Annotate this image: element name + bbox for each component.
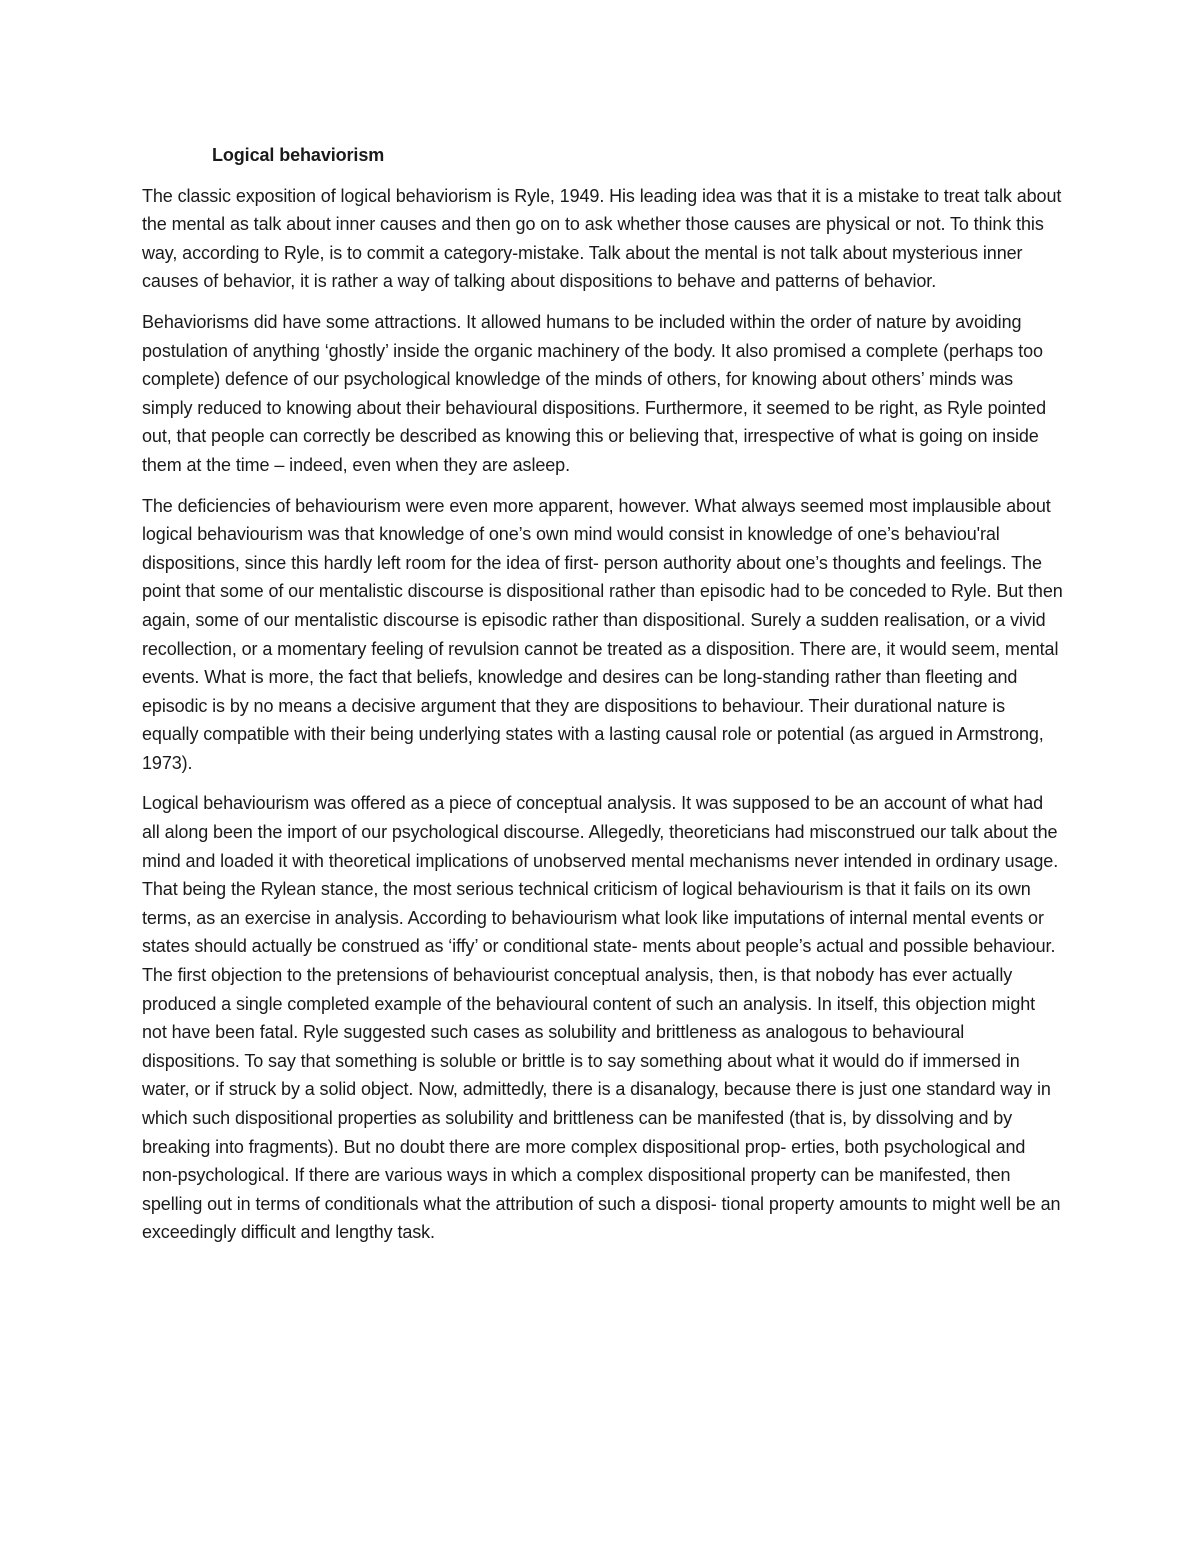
document-body [142,141,1064,1259]
paragraph-1: The classic exposition of logical behaviorism is Ryle, 1949. His leading idea was that it is a mistake to treat talk about the mental as talk about inner causes and then go on to ask whether those causes are physical or not. To think this way, according to Ryle, is to commit a category-mistake. Talk about the mental is not talk about mysterious inner causes of behavior, it is rather a way of talking about dispositions to behave and patterns of behavior. [142,185,1062,292]
paragraph-3: The deficiencies of behaviourism were even more apparent, however. What always seemed most implausible about logical behaviourism was that knowledge of one’s own mind would consist in knowledge of one’s behaviou'ral dispositions, since this hardly left room for the idea of first- person authority about one’s thoughts and feelings. The point that some of our mentalistic discourse is dispositional rather than episodic had to be conceded to Ryle. But then again, some of our mentalistic discourse is episodic rather than dispositional. Surely a sudden realisation, or a vivid recollection, or a momentary feeling of revulsion cannot be treated as a disposition. There are, it would seem, mental events. What is more, the fact that beliefs, knowledge and desires can be long-standing rather than fleeting and episodic is by no means a decisive argument that they are dispositions to behaviour. Their durational nature is equally compatible with their being underlying states with a lasting causal role or potential (as argued in Armstrong, 1973). [142,495,1063,773]
paragraph-2: Behaviorisms did have some attractions. It allowed humans to be included within the order of nature by avoiding postulation of anything ‘ghostly’ inside the organic machinery of the body. It also promised a complete (perhaps too complete) defence of our psychological knowledge of the minds of others, for knowing about others’ minds was simply reduced to knowing about their behavioural dispositions. Furthermore, it seemed to be right, as Ryle pointed out, that people can correctly be described as knowing this or believing that, irrespective of what is going on inside them at the time – indeed, even when they are asleep. [142,311,1046,475]
document-title: Logical behaviorism [212,145,385,165]
paragraph-4: Logical behaviourism was offered as a piece of conceptual analysis. It was supposed to be an account of what had all along been the import of our psychological discourse. Allegedly, theoreticians had misconstrued our talk about the mind and loaded it with theoretical implications of unobserved mental mechanisms never intended in ordinary usage. That being the Rylean stance, the most serious technical criticism of logical behaviourism is that it fails on its own terms, as an exercise in analysis. According to behaviourism what look like imputations of internal mental events or states should actually be construed as ‘iffy’ or conditional state- ments about people’s actual and possible behaviour. The first objection to the pretensions of behaviourist conceptual analysis, then, is that nobody has ever actually produced a single completed example of the behavioural content of such an analysis. In itself, this objection might not have been fatal. Ryle suggested such cases as solubility and brittleness as analogous to behavioural dispositions. To say that something is soluble or brittle is to say something about what it would do if immersed in water, or if struck by a solid object. Now, admittedly, there is a disanalogy, because there is just one standard way in which such dispositional properties as solubility and brittleness can be manifested (that is, by dissolving and by breaking into fragments). But no doubt there are more complex dispositional prop- erties, both psychological and non-psychological. If there are various ways in which a complex dispositional property can be manifested, then spelling out in terms of conditionals what the attribution of such a disposi- tional property amounts to might well be an exceedingly difficult and lengthy task. [142,793,1061,1243]
